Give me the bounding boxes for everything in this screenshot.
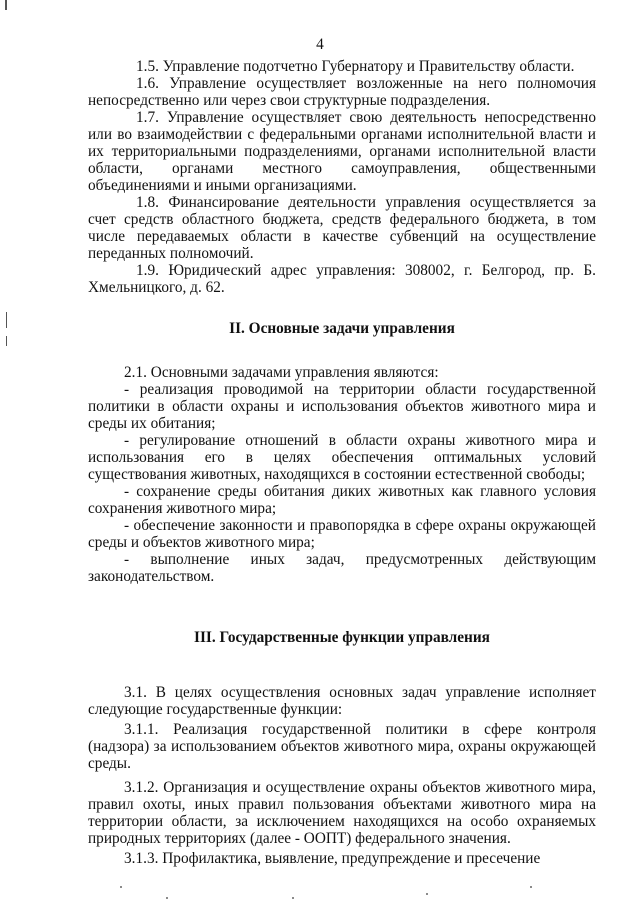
task-item: - реализация проводимой на территории области государственной политики в области охраны и использования объектов животного мира и среды их обитания; [88,381,596,432]
scan-speck [166,897,168,899]
paragraph-3-1-2: 3.1.2. Организация и осуществление охраны объектов животного мира, правил охоты, иных правил пользования объектами животного мира на территории области, за исключением находящихся на особо охраняемых природных территориях (далее - ООПТ) федерального значения. [88,779,596,847]
scan-speck [120,886,122,888]
paragraph-1-8: 1.8. Финансирование деятельности управления осуществляется за счет средств областного бюджета, средств федерального бюджета, в том числе передаваемых области в качестве субвенций на осуществление переданных полномочий. [88,194,596,262]
page-number: 4 [316,36,324,53]
paragraph-1-5: 1.5. Управление подотчетно Губернатору и Правительству области. [136,58,575,75]
section-3-heading: III. Государственные функции управления [194,629,490,646]
section-2-heading: II. Основные задачи управления [229,320,455,337]
paragraph-3-1-1: 3.1.1. Реализация государственной политики в сфере контроля (надзора) за использованием объектов животного мира, охраны окружающей среды. [88,721,596,772]
scan-speck [530,886,532,888]
scan-margin-mark [6,312,7,328]
scan-speck [426,893,428,895]
scan-margin-mark [6,336,7,346]
paragraph-1-9: 1.9. Юридический адрес управления: 308002, г. Белгород, пр. Б. Хмельницкого, д. 62. [88,262,596,296]
scan-margin-mark [5,0,7,10]
paragraph-3-1: 3.1. В целях осуществления основных задач управление исполняет следующие государственные функции: [88,684,596,718]
section-2-intro: 2.1. Основными задачами управления являются: [124,364,439,381]
scan-speck [292,897,294,899]
task-item: - выполнение иных задач, предусмотренных действующим законодательством. [88,551,596,585]
task-item: - обеспечение законности и правопорядка в сфере охраны окружающей среды и объектов животного мира; [88,517,596,551]
document-body [88,58,596,867]
paragraph-3-1-3: 3.1.3. Профилактика, выявление, предупреждение и пресечение [124,850,541,867]
paragraph-1-6: 1.6. Управление осуществляет возложенные на него полномочия непосредственно или через свои структурные подразделения. [88,75,596,109]
paragraph-1-7: 1.7. Управление осуществляет свою деятельность непосредственно или во взаимодействии с федеральными органами исполнительной власти и их территориальными подразделениями, органами исполнительной власти области, органами местного самоуправления, общественными объединениями и иными организациями. [88,109,596,194]
task-item: - регулирование отношений в области охраны животного мира и использования его в целях обеспечения оптимальных условий существования животных, находящихся в состоянии естественной свободы; [88,432,596,483]
task-item: - сохранение среды обитания диких животных как главного условия сохранения животного мира; [88,483,596,517]
